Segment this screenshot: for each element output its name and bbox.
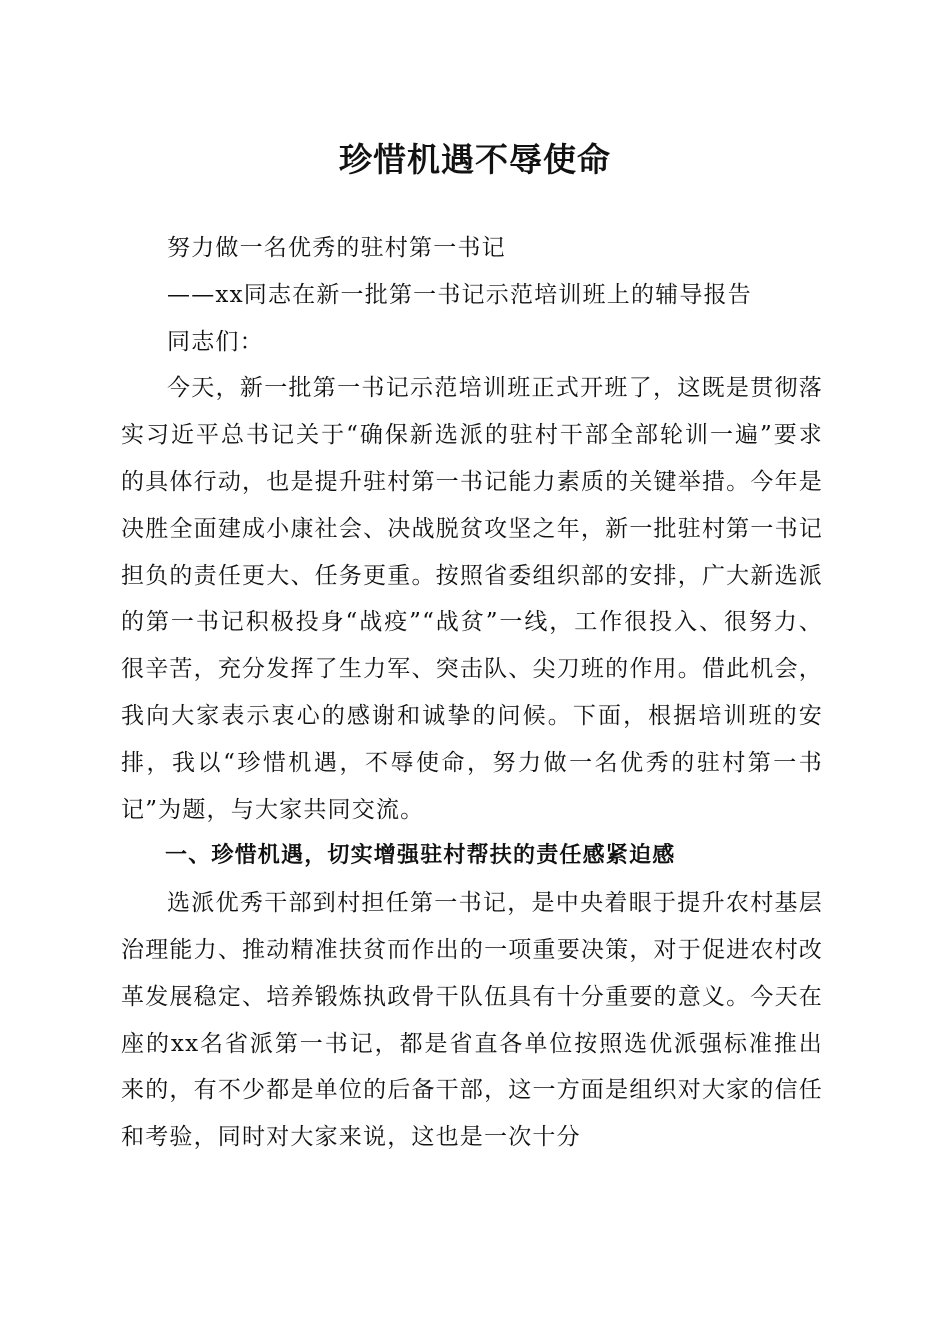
salutation: 同志们： (167, 328, 264, 355)
document-title: 珍惜机遇不辱使命 (339, 140, 611, 179)
byline: ——xx同志在新一批第一书记示范培训班上的辅导报告 (167, 281, 752, 308)
document-body (121, 225, 823, 1161)
paragraph: 今天，新一批第一书记示范培训班正式开班了，这既是贯彻落实习近平总书记关于“确保新选派的驻村干部全部轮训一遍”要求的具体行动，也是提升驻村第一书记能力素质的关键举措。今年是决胜全面建成小康社会、决战脱贫攻坚之年，新一批驻村第一书记担负的责任更大、任务更重。按照省委组织部的安排，广大新选派的第一书记积极投身“战疫”“战贫”一线，工作很投入、很努力、很辛苦，充分发挥了生力军、突击队、尖刀班的作用。借此机会，我向大家表示衷心的感谢和诚挚的问候。下面，根据培训班的安排，我以“珍惜机遇，不辱使命，努力做一名优秀的驻村第一书记”为题，与大家共同交流。 (121, 375, 823, 823)
section-heading: 一、珍惜机遇，切实增强驻村帮扶的责任感紧迫感 (165, 843, 676, 869)
subtitle: 努力做一名优秀的驻村第一书记 (167, 235, 506, 261)
paragraph: 选派优秀干部到村担任第一书记，是中央着眼于提升农村基层治理能力、推动精准扶贫而作出的一项重要决策，对于促进农村改革发展稳定、培养锻炼执政骨干队伍具有十分重要的意义。今天在座的xx名省派第一书记，都是省直各单位按照选优派强标准推出来的，有不少都是单位的后备干部，这一方面是组织对大家的信任和考验，同时对大家来说，这也是一次十分 (121, 890, 823, 1151)
